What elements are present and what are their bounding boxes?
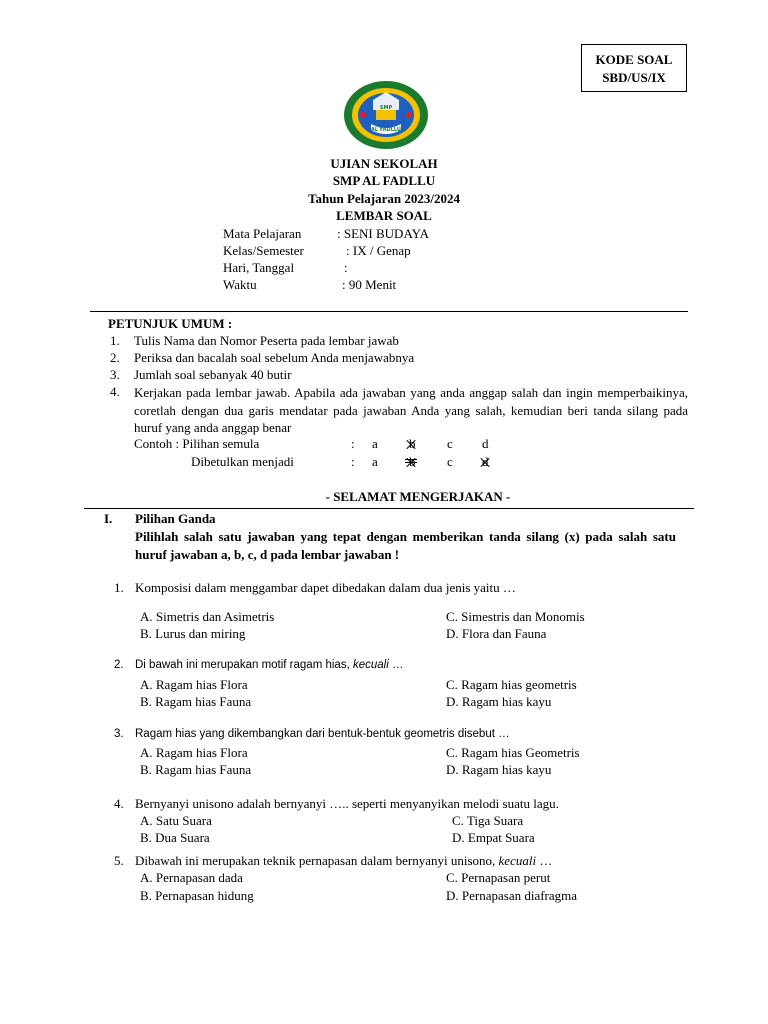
contoh-letter-c: c (447, 436, 453, 451)
info-label-hari: Hari, Tanggal (223, 260, 295, 275)
q2-option-d: D. Ragam hias kayu (446, 694, 552, 709)
question-number-2: 2. (114, 659, 124, 671)
info-value-mapel: : SENI BUDAYA (337, 226, 429, 241)
q2-option-c: C. Ragam hias geometris (446, 677, 577, 692)
q1-option-d: D. Flora dan Fauna (446, 626, 547, 641)
question-number-4: 4. (114, 796, 124, 811)
info-label-kelas: Kelas/Semester (223, 243, 304, 258)
info-value-waktu: : 90 Menit (342, 277, 397, 292)
section-number: I. (104, 511, 113, 526)
info-value-hari: : (344, 260, 348, 275)
contoh-letter-b: b (409, 436, 416, 451)
petunjuk-text-3: Jumlah soal sebanyak 40 butir (134, 367, 292, 382)
contoh-letter-d: d (482, 436, 489, 451)
contoh-label: Contoh : Pilihan semula (134, 436, 260, 451)
info-label-waktu: Waktu (223, 277, 257, 292)
q2-option-a: A. Ragam hias Flora (140, 677, 248, 692)
question-number-1: 1. (114, 580, 124, 595)
question-text-1: Komposisi dalam menggambar dapet dibedakan dalam dua jenis yaitu … (135, 580, 516, 595)
double-line-icon (405, 462, 417, 463)
school-logo-icon (343, 80, 429, 150)
question-number-5: 5. (114, 853, 124, 868)
q5-option-d: D. Pernapasan diafragma (446, 888, 578, 903)
q3-option-d: D. Ragam hias kayu (446, 762, 552, 777)
q4-option-b: B. Dua Suara (140, 830, 210, 845)
section-title: Pilihan Ganda (135, 511, 216, 526)
q1-option-c: C. Simestris dan Monomis (446, 609, 585, 624)
dibetulkan-colon: : (351, 454, 355, 469)
school-name: SMP AL FADLLU (332, 173, 436, 188)
q4-option-a: A. Satu Suara (140, 813, 212, 828)
petunjuk-text-1: Tulis Nama dan Nomor Peserta pada lembar jawab (134, 333, 399, 348)
selamat-mengerjakan: - SELAMAT MENGERJAKAN - (325, 489, 511, 504)
q4-option-c: C. Tiga Suara (452, 813, 524, 828)
exam-title: UJIAN SEKOLAH (330, 156, 438, 171)
info-value-kelas: : IX / Genap (346, 243, 411, 258)
q3-option-b: B. Ragam hias Fauna (140, 762, 252, 777)
svg-text:SMP: SMP (379, 105, 393, 111)
petunjuk-num-1: 1. (110, 333, 120, 348)
petunjuk-num-2: 2. (110, 350, 120, 365)
q4-option-d: D. Empat Suara (452, 830, 535, 845)
dibetulkan-letter-b: b (409, 454, 416, 469)
q5-option-b: B. Pernapasan hidung (140, 888, 254, 903)
dibetulkan-letter-c: c (447, 454, 453, 469)
question-text-4: Bernyanyi unisono adalah bernyanyi ….. seperti menyanyikan melodi suatu lagu. (135, 796, 559, 811)
section-divider (84, 508, 694, 509)
petunjuk-text-4: Kerjakan pada lembar jawab. Apabila ada jawaban yang anda anggap salah dan ingin memperbaikinya, coretlah dengan dua garis mendatar pada jawaban Anda yang salah, kemudian beri tanda silang pada huruf yang anda anggap benar (134, 385, 688, 435)
contoh-colon: : (351, 436, 355, 451)
question-text-3: Ragam hias yang dikembangkan dari bentuk-bentuk geometris disebut … (135, 728, 510, 740)
question-text-2: Di bawah ini merupakan motif ragam hias, kecuali … (135, 659, 404, 671)
q3-option-a: A. Ragam hias Flora (140, 745, 248, 760)
q1-option-a: A. Simetris dan Asimetris (140, 609, 275, 624)
q5-option-a: A. Pernapasan dada (140, 870, 243, 885)
petunjuk-num-4: 4. (110, 384, 120, 399)
svg-text:AL FADLLU: AL FADLLU (371, 127, 401, 133)
question-text-5: Dibawah ini merupakan teknik pernapasan dalam bernyanyi unisono, kecuali … (135, 853, 553, 868)
double-line-icon (405, 459, 417, 460)
kode-soal-label: KODE SOAL (595, 52, 673, 67)
kode-soal-box (581, 44, 687, 92)
petunjuk-num-3: 3. (110, 367, 120, 382)
academic-year: Tahun Pelajaran 2023/2024 (308, 191, 460, 206)
kode-soal-code: SBD/US/IX (602, 70, 666, 85)
q1-option-b: B. Lurus dan miring (140, 626, 246, 641)
q5-option-c: C. Pernapasan perut (446, 870, 551, 885)
q2-option-b: B. Ragam hias Fauna (140, 694, 252, 709)
header-divider (90, 311, 688, 312)
dibetulkan-letter-a: a (372, 454, 378, 469)
dibetulkan-letter-d: d (482, 454, 489, 469)
contoh-letter-a: a (372, 436, 378, 451)
dibetulkan-label: Dibetulkan menjadi (191, 454, 294, 469)
q3-option-c: C. Ragam hias Geometris (446, 745, 580, 760)
section-instruction: Pilihlah salah satu jawaban yang tepat dengan memberikan tanda silang (x) pada salah satu huruf jawaban a, b, c, d pada lembar jawaban ! (135, 529, 676, 562)
sheet-title: LEMBAR SOAL (336, 208, 432, 223)
petunjuk-text-2: Periksa dan bacalah soal sebelum Anda menjawabnya (134, 350, 415, 365)
petunjuk-title: PETUNJUK UMUM : (108, 316, 233, 331)
info-label-mapel: Mata Pelajaran (223, 226, 302, 241)
question-number-3: 3. (114, 728, 124, 740)
